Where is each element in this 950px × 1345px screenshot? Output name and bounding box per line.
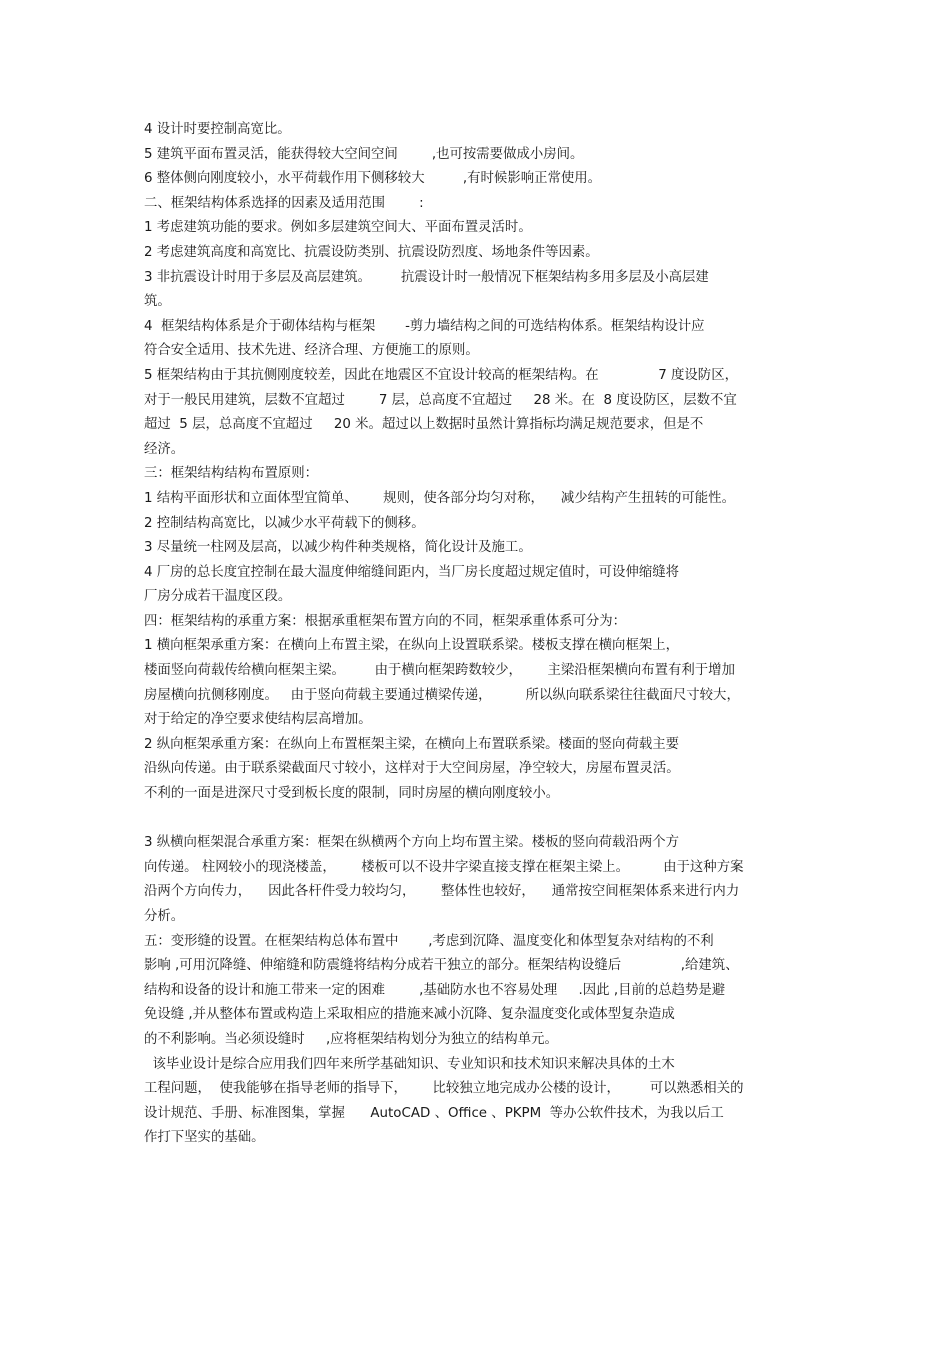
text-line: 2 控制结构高宽比，以减少水平荷载下的侧移。 — [144, 515, 425, 531]
text-line: 的不利影响。当必须设缝时 ,应将框架结构划分为独立的结构单元。 — [144, 1031, 558, 1047]
text-line: 结构和设备的设计和施工带来一定的困难 ,基础防水也不容易处理 .因此 ,目前的总趋势是避 — [144, 982, 726, 998]
text-line: 2 考虑建筑高度和高宽比、抗震设防类别、抗震设防烈度、场地条件等因素。 — [144, 244, 599, 260]
text-line: 对于一般民用建筑，层数不宜超过 7 层，总高度不宜超过 28 米。在 8 度设防区，层数不宜 — [144, 392, 737, 408]
text-line: 1 结构平面形状和立面体型宜简单、 规则，使各部分均匀对称， 减少结构产生扭转的可能性。 — [144, 490, 735, 506]
text-line: 作打下坚实的基础。 — [144, 1130, 265, 1146]
text-line: 免设缝 ,并从整体布置或构造上采取相应的措施来减小沉降、复杂温度变化或体型复杂造成 — [144, 1007, 675, 1023]
text-line: 1 横向框架承重方案：在横向上布置主梁，在纵向上设置联系梁。楼板支撑在横向框架上， — [144, 638, 680, 654]
text-line: 2 纵向框架承重方案：在纵向上布置框架主梁，在横向上布置联系梁。楼面的竖向荷载主要 — [144, 736, 680, 752]
text-line: 该毕业设计是综合应用我们四年来所学基础知识、专业知识和技术知识来解决具体的土木 — [144, 1056, 675, 1072]
text-line: 五：变形缝的设置。在框架结构总体布置中 ,考虑到沉降、温度变化和体型复杂对结构的不利 — [144, 933, 714, 949]
text-line: 5 建筑平面布置灵活，能获得较大空间空间 ,也可按需要做成小房间。 — [144, 146, 584, 162]
text-line: 向传递。 柱网较小的现浇楼盖， 楼板可以不设井字梁直接支撑在框架主梁上。 由于这种方案 — [144, 859, 744, 875]
text-line: 对于给定的净空要求使结构层高增加。 — [144, 712, 372, 728]
text-line: 楼面竖向荷载传给横向框架主梁。 由于横向框架跨数较少， 主梁沿框架横向布置有利于增加 — [144, 663, 735, 679]
text-line: 4 厂房的总长度宜控制在最大温度伸缩缝间距内，当厂房长度超过规定值时，可设伸缩缝将 — [144, 564, 680, 580]
text-line: 符合安全适用、技术先进、经济合理、方便施工的原则。 — [144, 343, 479, 359]
text-line: 6 整体侧向刚度较小，水平荷载作用下侧移较大 ,有时候影响正常使用。 — [144, 171, 602, 187]
paragraph-gap — [144, 807, 804, 832]
text-line: 经济。 — [144, 441, 185, 457]
text-line: 3 非抗震设计时用于多层及高层建筑。 抗震设计时一般情况下框架结构多用多层及小高层建 — [144, 269, 709, 285]
text-line: 沿两个方向传力， 因此各杆件受力较均匀， 整体性也较好， 通常按空间框架体系来进行内力 — [144, 884, 740, 900]
text-line: 沿纵向传递。由于联系梁截面尺寸较小，这样对于大空间房屋，净空较大，房屋布置灵活。 — [144, 761, 680, 777]
text-line: 4 框架结构体系是介于砌体结构与框架 -剪力墙结构之间的可选结构体系。框架结构设计应 — [144, 318, 705, 334]
document-body — [144, 118, 804, 1151]
text-line: 房屋横向抗侧移刚度。 由于竖向荷载主要通过横梁传递， 所以纵向联系梁往往截面尺寸较大， — [144, 687, 740, 703]
text-line: 4 设计时要控制高宽比。 — [144, 122, 291, 137]
text-line: 厂房分成若干温度区段。 — [144, 589, 292, 605]
text-line: 设计规范、手册、标准图集，掌握 AutoCAD 、Office 、PKPM 等办公软件技术，为我以后工 — [144, 1105, 724, 1121]
text-line: 不利的一面是进深尺寸受到板长度的限制，同时房屋的横向刚度较小。 — [144, 786, 560, 802]
text-line: 影响 ,可用沉降缝、伸缩缝和防震缝将结构分成若干独立的部分。框架结构设缝后 ,给建筑、 — [144, 958, 739, 974]
text-line: 工程问题， 使我能够在指导老师的指导下， 比较独立地完成办公楼的设计， 可以熟悉相关的 — [144, 1081, 744, 1097]
text-line: 3 尽量统一柱网及层高，以减少构件种类规格，简化设计及施工。 — [144, 540, 532, 556]
text-line: 分析。 — [144, 909, 185, 924]
text-line: 5 框架结构由于其抗侧刚度较差，因此在地震区不宜设计较高的框架结构。在 7 度设防区， — [144, 367, 738, 383]
text-line: 筑。 — [144, 294, 171, 310]
text-line: 四：框架结构的承重方案：根据承重框架布置方向的不同，框架承重体系可分为： — [144, 613, 627, 629]
text-line: 超过 5 层，总高度不宜超过 20 米。超过以上数据时虽然计算指标均满足规范要求，但是不 — [144, 417, 704, 433]
text-line: 3 纵横向框架混合承重方案：框架在纵横两个方向上均布置主梁。楼板的竖向荷载沿两个方 — [144, 835, 680, 851]
text-line: 三：框架结构结构布置原则： — [144, 466, 319, 482]
text-line: 1 考虑建筑功能的要求。例如多层建筑空间大、平面布置灵活时。 — [144, 220, 532, 236]
text-line: 二、框架结构体系选择的因素及适用范围 : — [144, 195, 424, 211]
